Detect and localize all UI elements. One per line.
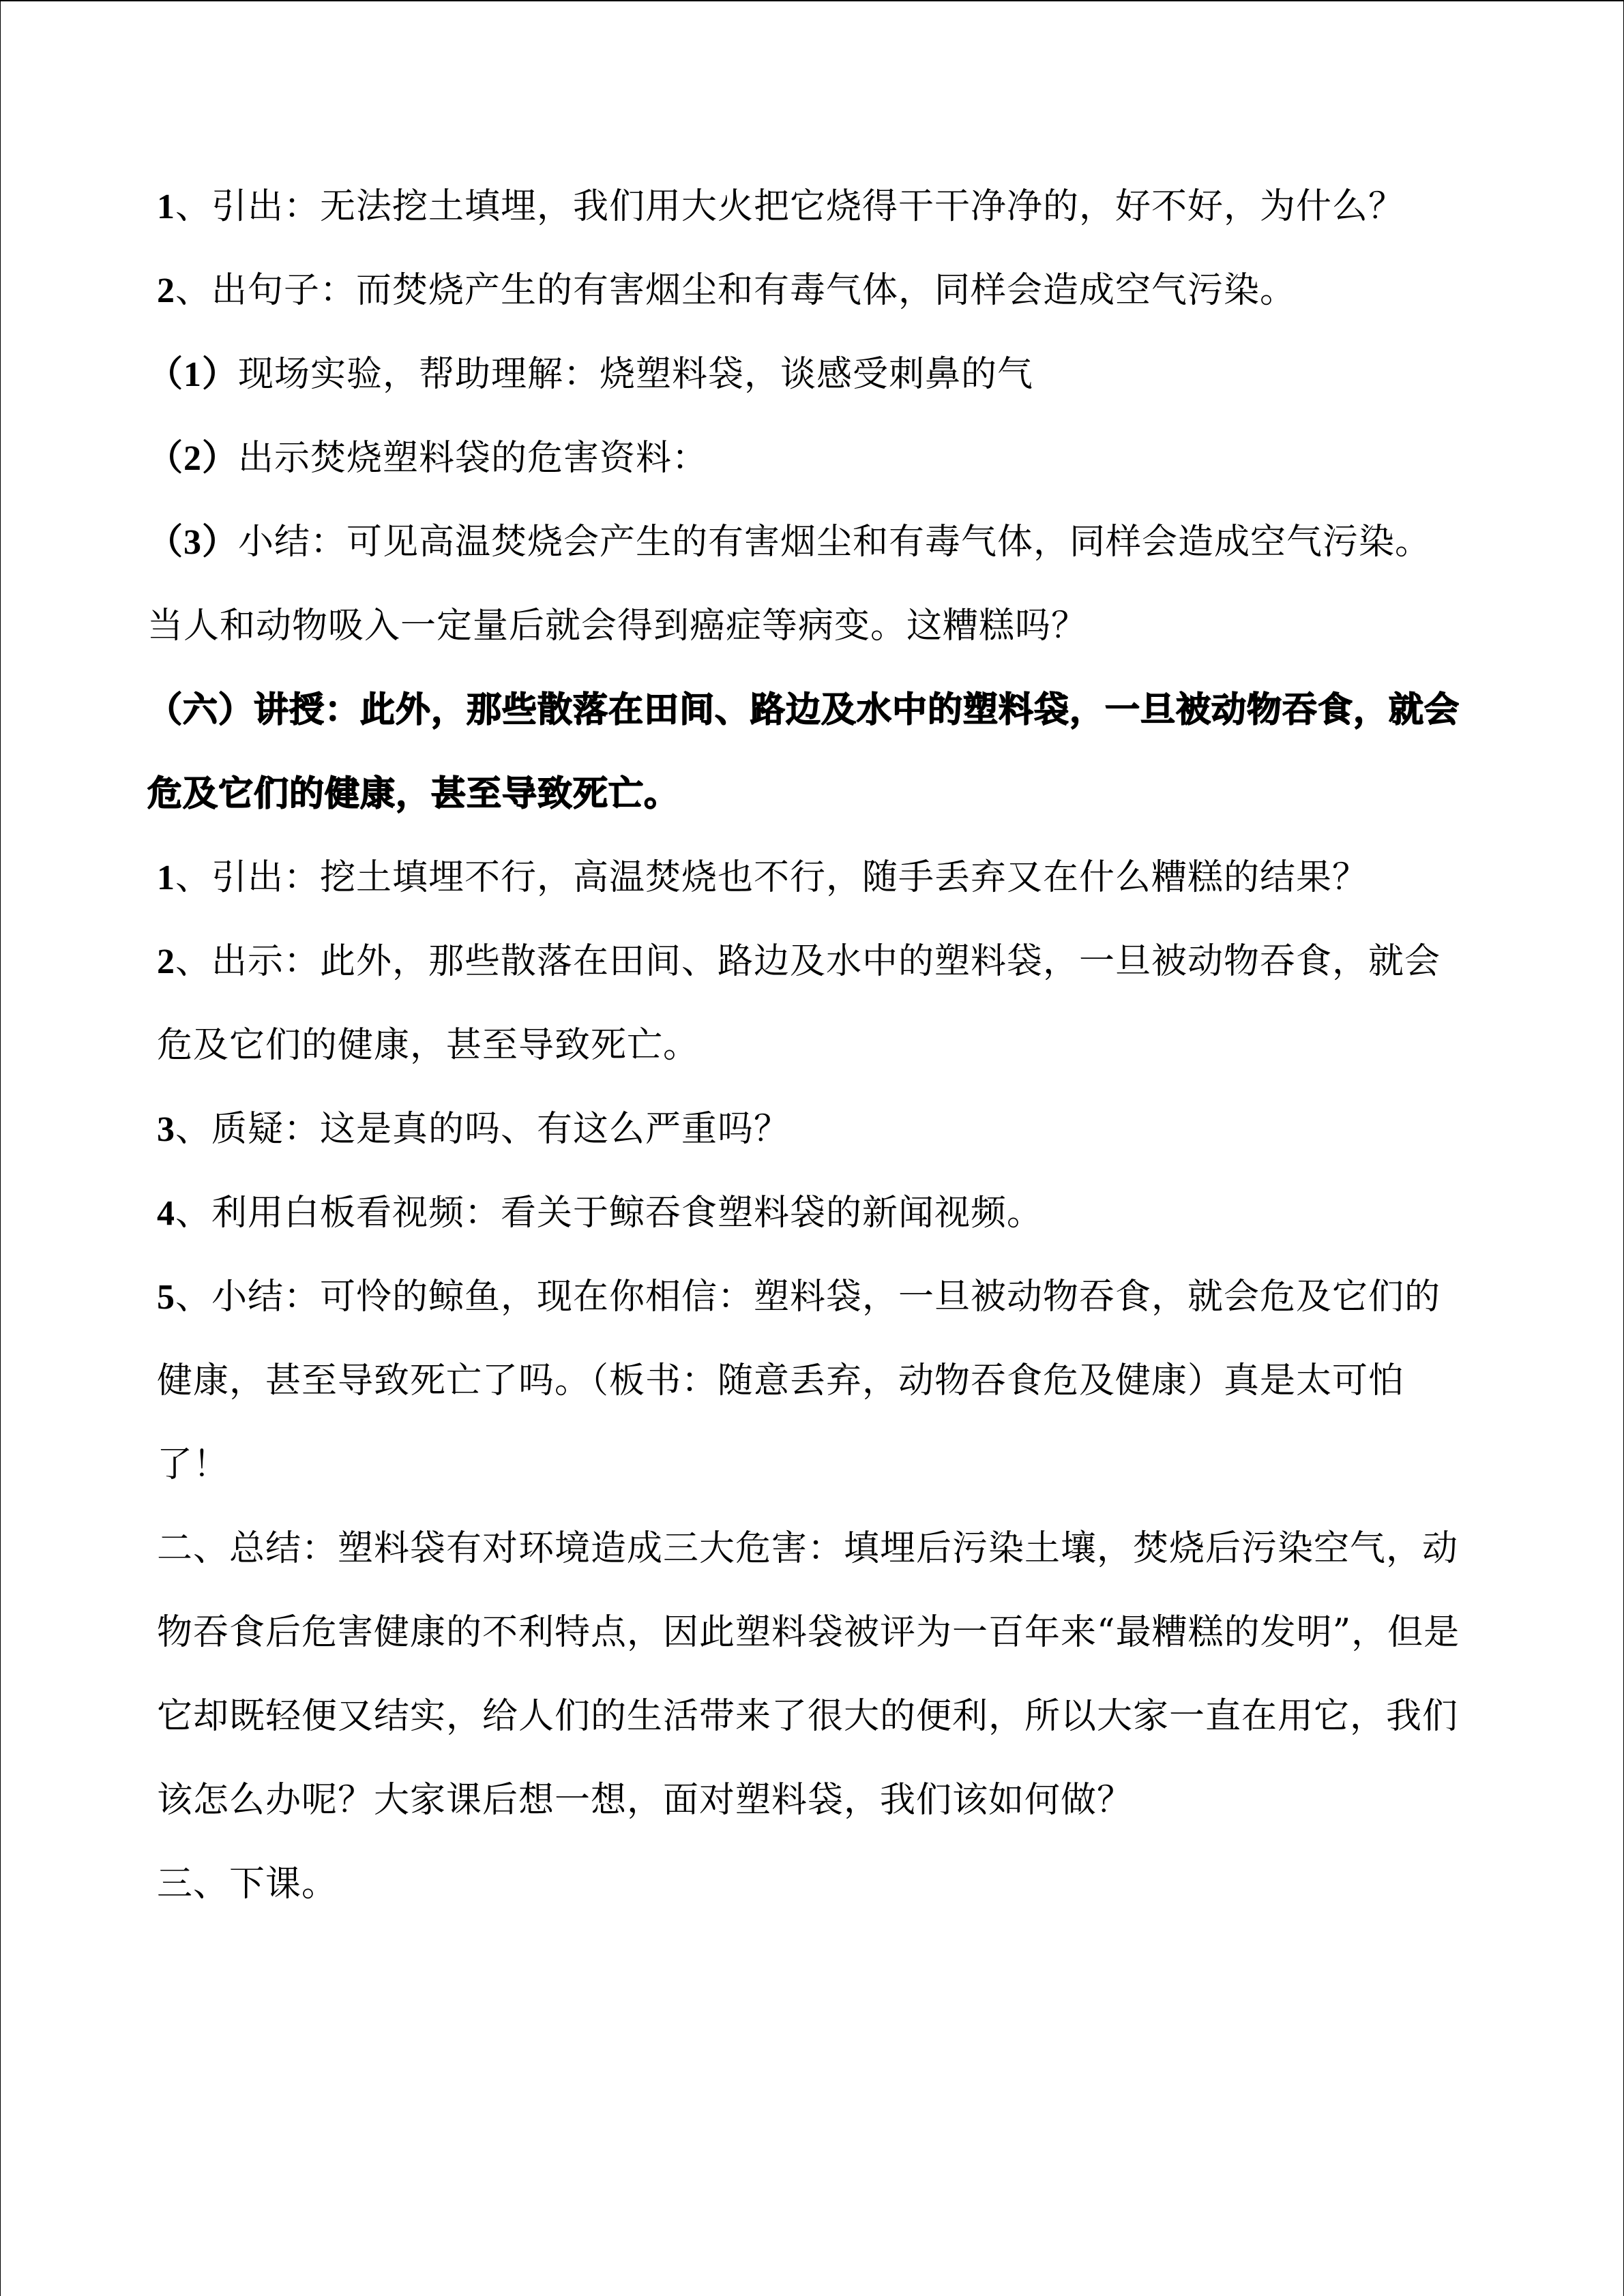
paragraph-9 [157, 1172, 1466, 1255]
paragraph-number: 3 [157, 1110, 175, 1149]
paragraph-number: （1） [147, 355, 239, 394]
closing-paragraph: 三、下课。 [157, 1864, 338, 1905]
paragraph-number: 4 [157, 1194, 175, 1233]
paragraph-6 [157, 836, 1466, 920]
document-body [147, 165, 1466, 1926]
summary-paragraph: 二、总结：塑料袋有对环境造成三大危害：填埋后污染土壤，焚烧后污染空气，动物吞食后危害健康的不利特点，因此塑料袋被评为一百年来“最糟糕的发明”，但是它却既轻便又结实，给人们的生活带来了很大的便利，所以大家一直在用它，我们该怎么办呢？大家课后想一想，面对塑料袋，我们该如何做？ [157, 1528, 1460, 1821]
section-heading: （六）讲授：此外，那些散落在田间、路边及水中的塑料袋，一旦被动物吞食，就会危及它们的健康，甚至导致死亡。 [147, 690, 1460, 814]
paragraph-2 [157, 249, 1466, 333]
paragraph-number: 1 [157, 859, 175, 897]
paragraph-4 [147, 417, 1466, 501]
paragraph-text: 、利用白板看视频：看关于鲸吞食塑料袋的新闻视频。 [175, 1193, 1044, 1234]
paragraph-text: 出示焚烧塑料袋的危害资料： [238, 438, 709, 479]
paragraph-number: 2 [157, 942, 175, 981]
paragraph-number: 1 [157, 188, 175, 226]
paragraph-number: （2） [147, 439, 239, 478]
paragraph-8 [157, 1088, 1466, 1172]
paragraph-text: 、出句子：而焚烧产生的有害烟尘和有毒气体，同样会造成空气污染。 [175, 270, 1297, 311]
paragraph-number: （3） [147, 523, 239, 562]
paragraph-text: 、小结：可怜的鲸鱼，现在你相信：塑料袋，一旦被动物吞食，就会危及它们的健康，甚至导致死亡了吗。（板书：随意丢弃，动物吞食危及健康）真是太可怕了！ [157, 1277, 1441, 1485]
paragraph-10 [157, 1255, 1466, 1507]
paragraph-number: 5 [157, 1278, 175, 1317]
paragraph-text: 、质疑：这是真的吗、有这么严重吗？ [175, 1109, 791, 1150]
paragraph-7 [157, 920, 1466, 1088]
paragraph-text: 小结：可见高温焚烧会产生的有害烟尘和有毒气体，同样会造成空气污染。当人和动物吸入一定量后就会得到癌症等病变。这糟糕吗？ [147, 522, 1432, 646]
paragraph-number: 2 [157, 271, 175, 310]
paragraph-text: 现场实验，帮助理解：烧塑料袋，谈感受刺鼻的气 [238, 354, 1034, 395]
paragraph-text: 、引出：无法挖土填埋，我们用大火把它烧得干干净净的，好不好，为什么？ [175, 186, 1405, 227]
paragraph-text: 、引出：挖土填埋不行，高温焚烧也不行，随手丢弃又在什么糟糕的结果？ [175, 857, 1369, 898]
paragraph-1 [157, 165, 1466, 249]
paragraph-3 [147, 333, 1466, 417]
paragraph-5 [147, 501, 1466, 668]
paragraph-text: 、出示：此外，那些散落在田间、路边及水中的塑料袋，一旦被动物吞食，就会危及它们的健康，甚至导致死亡。 [157, 941, 1441, 1066]
